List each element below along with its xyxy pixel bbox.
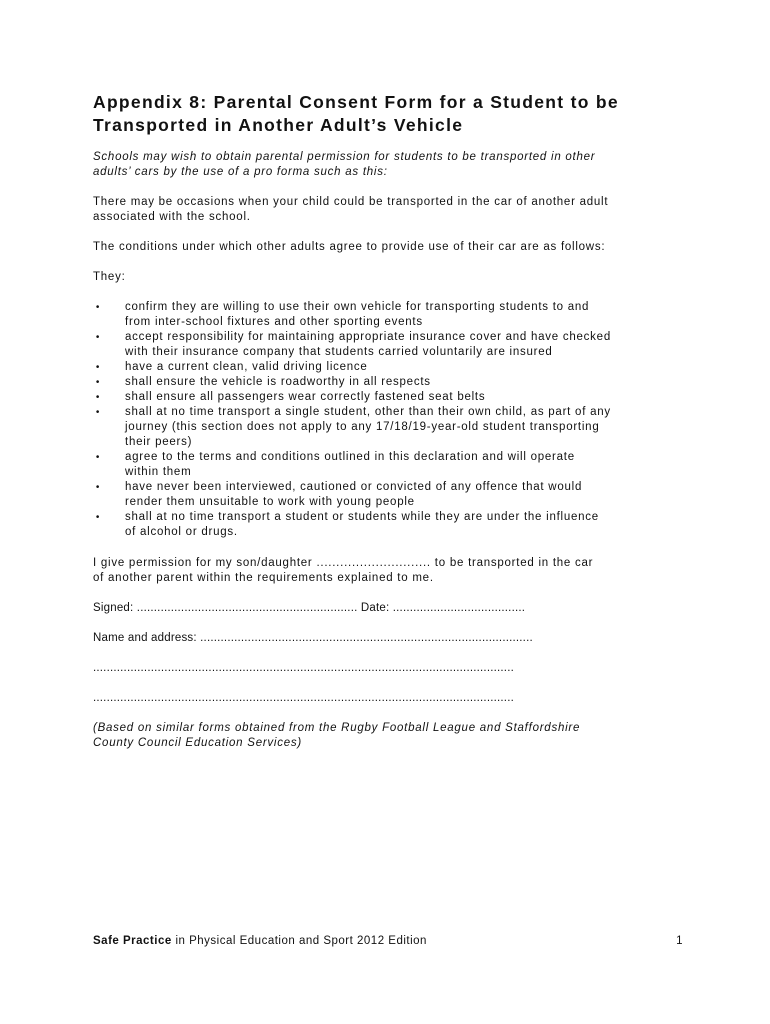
list-item xyxy=(93,390,693,405)
permission-line-2: of another parent within the requirements explained to me. xyxy=(93,572,434,584)
page-number: 1 xyxy=(676,935,683,947)
list-item-text: have never been interviewed, cautioned or convicted of any offence that would xyxy=(125,481,583,493)
bullet-icon: • xyxy=(95,392,101,403)
occasion-line-2: associated with the school. xyxy=(93,211,251,223)
page-title xyxy=(93,91,619,137)
bullet-icon: • xyxy=(95,512,101,523)
occasion-paragraph xyxy=(93,195,693,225)
conditions-paragraph: The conditions under which other adults agree to provide use of their car are as follows: xyxy=(93,241,606,253)
conditions-list xyxy=(93,300,693,540)
footer-publication-rest: in Physical Education and Sport 2012 Edition xyxy=(171,935,427,947)
source-note xyxy=(93,721,693,751)
bullet-icon: • xyxy=(95,302,101,313)
list-item-text: shall at no time transport a student or students while they are under the influence xyxy=(125,511,599,523)
list-item-text: shall ensure the vehicle is roadworthy in all respects xyxy=(125,376,431,388)
occasion-line-1: There may be occasions when your child could be transported in the car of another adult xyxy=(93,196,609,208)
bullet-icon: • xyxy=(95,377,101,388)
page-footer xyxy=(93,935,683,947)
bullet-icon: • xyxy=(95,362,101,373)
list-item xyxy=(93,480,693,510)
list-item xyxy=(93,375,693,390)
list-item-text: accept responsibility for maintaining appropriate insurance cover and have checked xyxy=(125,331,611,343)
list-item-text: of alcohol or drugs. xyxy=(125,526,238,538)
address-line-2-field[interactable]: ............................................................................................................................ xyxy=(93,692,514,704)
list-item xyxy=(93,450,693,480)
source-line-2: County Council Education Services) xyxy=(93,737,302,749)
list-item-text: shall ensure all passengers wear correctly fastened seat belts xyxy=(125,391,486,403)
list-item-text: from inter-school fixtures and other sporting events xyxy=(125,316,423,328)
list-item-text: have a current clean, valid driving licence xyxy=(125,361,368,373)
title-line-1: Appendix 8: Parental Consent Form for a Student to be xyxy=(93,92,619,112)
list-item-text: with their insurance company that students carried voluntarily are insured xyxy=(125,346,553,358)
source-line-1: (Based on similar forms obtained from the Rugby Football League and Staffordshire xyxy=(93,722,581,734)
permission-paragraph xyxy=(93,556,693,586)
form-body xyxy=(93,150,693,766)
bullet-icon: • xyxy=(95,482,101,493)
footer-publication-bold: Safe Practice xyxy=(93,935,172,947)
list-item-text: their peers) xyxy=(125,436,193,448)
list-item-text: within them xyxy=(125,466,192,478)
bullet-icon: • xyxy=(95,407,101,418)
intro-note xyxy=(93,150,693,180)
list-item xyxy=(93,510,693,540)
list-item xyxy=(93,330,693,360)
they-label: They: xyxy=(93,271,126,283)
list-item xyxy=(93,360,693,375)
list-item-text: journey (this section does not apply to any 17/18/19-year-old student transporting xyxy=(125,421,600,433)
name-address-field[interactable]: Name and address: .................................................................................................. xyxy=(93,632,533,644)
bullet-icon: • xyxy=(95,332,101,343)
list-item xyxy=(93,300,693,330)
bullet-icon: • xyxy=(95,452,101,463)
signature-date-field[interactable]: Signed: ................................................................. Date: ....................................... xyxy=(93,602,526,614)
list-item xyxy=(93,405,693,450)
address-line-1-field[interactable]: ............................................................................................................................ xyxy=(93,662,514,674)
permission-line-1[interactable]: I give permission for my son/daughter ............................. to be transported in the car xyxy=(93,557,594,569)
title-line-2: Transported in Another Adult’s Vehicle xyxy=(93,115,464,135)
list-item-text: render them unsuitable to work with young people xyxy=(125,496,415,508)
list-item-text: shall at no time transport a single student, other than their own child, as part of any xyxy=(125,406,611,418)
list-item-text: agree to the terms and conditions outlined in this declaration and will operate xyxy=(125,451,575,463)
intro-note-line-2: adults’ cars by the use of a pro forma such as this: xyxy=(93,166,388,178)
intro-note-line-1: Schools may wish to obtain parental permission for students to be transported in other xyxy=(93,151,596,163)
list-item-text: confirm they are willing to use their own vehicle for transporting students to and xyxy=(125,301,590,313)
